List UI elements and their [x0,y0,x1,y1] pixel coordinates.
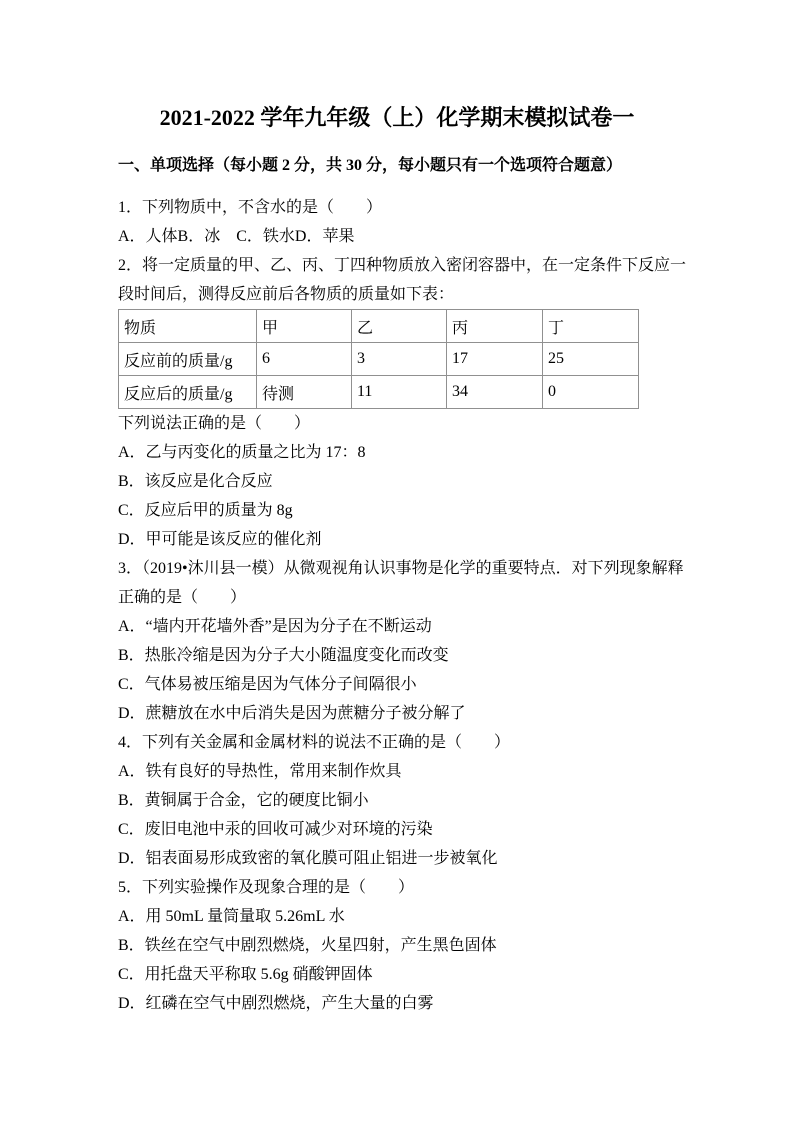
q4-stem: 4．下列有关金属和金属材料的说法不正确的是（ ） [118,734,511,751]
exam-title: 2021-2022 学年九年级（上）化学期末模拟试卷一 [159,105,635,130]
table-header-jia: 甲 [257,310,352,343]
table-cell-value: 待测 [257,376,352,409]
q4-option-a: A．铁有良好的导热性，常用来制作炊具 [118,763,402,780]
section-heading: 一、单项选择（每小题 2 分，共 30 分，每小题只有一个选项符合题意） [118,157,623,174]
table-cell-value: 25 [543,343,639,376]
table-cell-value: 0 [543,376,639,409]
q2-option-d: D．甲可能是该反应的催化剂 [118,531,322,548]
table-cell-value: 6 [257,343,352,376]
q2-option-a: A．乙与丙变化的质量之比为 17：8 [118,444,366,461]
q4-option-c: C．废旧电池中汞的回收可减少对环境的污染 [118,821,433,838]
table-header-row [119,310,639,343]
q2-option-b: B．该反应是化合反应 [118,473,273,490]
q2-stem-line2: 段时间后，测得反应前后各物质的质量如下表： [118,286,455,303]
q3-option-d: D．蔗糖放在水中后消失是因为蔗糖分子被分解了 [118,705,466,722]
q3-option-c: C．气体易被压缩是因为气体分子间隔很小 [118,676,417,693]
table-row-before [119,343,639,376]
q3-option-a: A．“墙内开花墙外香”是因为分子在不断运动 [118,618,432,635]
q5-option-c: C．用托盘天平称取 5.6g 硝酸钾固体 [118,966,373,983]
q3-option-b: B．热胀冷缩是因为分子大小随温度变化而改变 [118,647,449,664]
table-header-ding: 丁 [543,310,639,343]
q5-option-a: A．用 50mL 量筒量取 5.26mL 水 [118,908,345,925]
table-cell-label: 反应后的质量/g [119,376,257,409]
q5-option-b: B．铁丝在空气中剧烈燃烧，火星四射，产生黑色固体 [118,937,497,954]
table-header-substance: 物质 [119,310,257,343]
q2-followup: 下列说法正确的是（ ） [118,415,311,432]
q4-option-b: B．黄铜属于合金，它的硬度比铜小 [118,792,369,809]
q3-stem-line1: 3．（2019•沐川县一模）从微观视角认识事物是化学的重要特点．对下列现象解释 [118,560,684,577]
q1-stem: 1．下列物质中，不含水的是（ ） [118,199,383,216]
table-cell-value: 11 [352,376,447,409]
q2-mass-table [118,309,639,409]
table-row-after [119,376,639,409]
q3-stem-line2: 正确的是（ ） [118,589,247,606]
table-header-bing: 丙 [447,310,543,343]
q2-option-c: C．反应后甲的质量为 8g [118,502,293,519]
table-cell-value: 34 [447,376,543,409]
q1-options-line: A．人体B．冰 C．铁水D．苹果 [118,228,355,245]
table-cell-label: 反应前的质量/g [119,343,257,376]
table-header-yi: 乙 [352,310,447,343]
q5-stem: 5．下列实验操作及现象合理的是（ ） [118,879,415,896]
q5-option-d: D．红磷在空气中剧烈燃烧，产生大量的白雾 [118,995,434,1012]
q4-option-d: D．铝表面易形成致密的氧化膜可阻止铝进一步被氧化 [118,850,498,867]
table-cell-value: 17 [447,343,543,376]
q2-stem-line1: 2．将一定质量的甲、乙、丙、丁四种物质放入密闭容器中，在一定条件下反应一 [118,257,687,274]
table-cell-value: 3 [352,343,447,376]
